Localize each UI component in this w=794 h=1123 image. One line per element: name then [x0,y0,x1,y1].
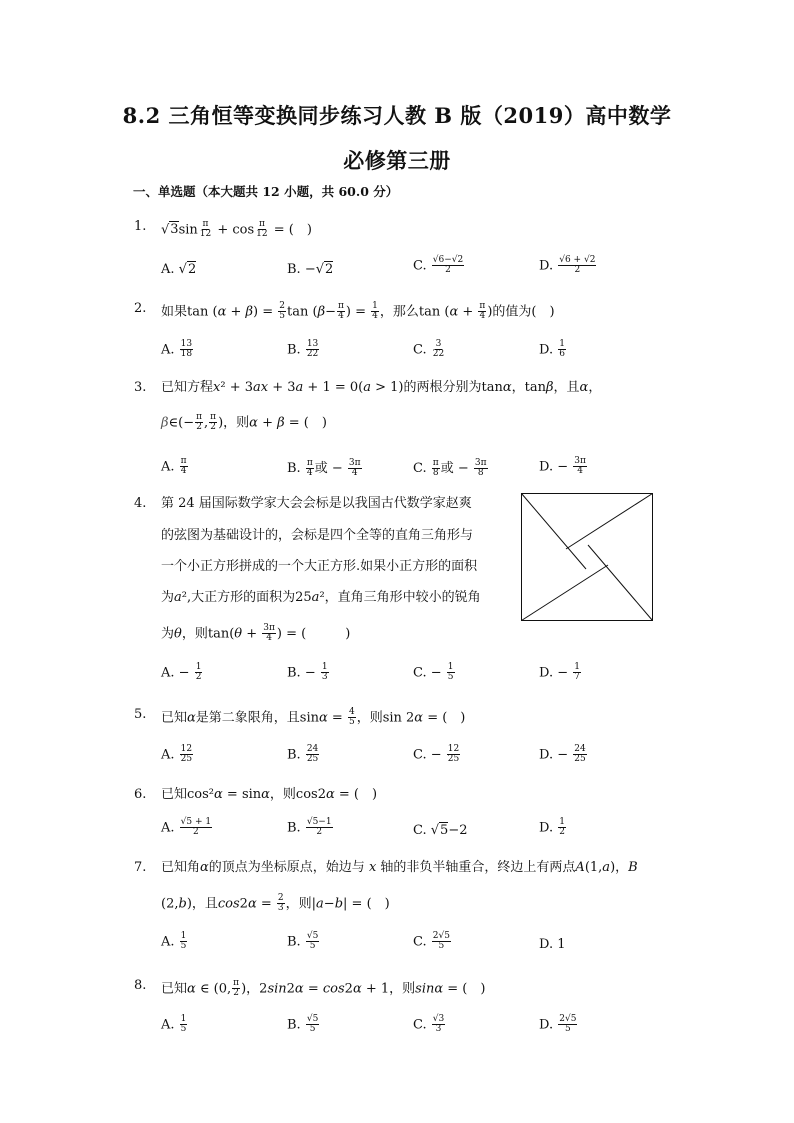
option-a[interactable]: A. − $\frac{1}{2}$ [161,662,202,683]
option-a[interactable]: A. $\frac{12}{25}$ [161,744,193,765]
question-text: 已知角α的顶点为坐标原点，始边与 x 轴的非负半轴重合，终边上有两点A(1,a)，B [161,860,638,875]
option-a[interactable]: A. $\frac{√5 + 1}{2}$ [161,817,212,838]
option-d[interactable]: D. $\frac{1}{6}$ [539,339,565,360]
question-number: 6. [134,787,147,802]
option-c[interactable]: C. − $\frac{12}{25}$ [413,744,460,765]
option-a[interactable]: A. $\frac{1}{5}$ [161,1014,187,1035]
question-text: 的弦图为基础设计的，会标是四个全等的直角三角形与 [161,528,474,543]
section-heading: 一、单选题（本大题共 12 小题，共 60.0 分） [133,184,399,199]
option-d[interactable]: D. $\frac{1}{2}$ [539,817,565,838]
option-c[interactable]: C. $\frac{\pi}{8}$ 或 − $\frac{3\pi}{8}$ [413,457,487,478]
option-a[interactable]: A. √2 [161,262,197,277]
question-text: 已知方程x² + 3ax + 3a + 1 = 0(a > 1)的两根分别为tanα，tanβ，且α， [161,380,602,395]
option-b[interactable]: B. $\frac{√5-1}{2}$ [287,817,332,838]
question-text: 第 24 届国际数学家大会会标是以我国古代数学家赵爽 [161,496,472,511]
document-title-line1: 8.2 三角恒等变换同步练习人教 B 版（2019）高中数学 [122,103,672,128]
diagram-line [522,565,609,621]
option-c[interactable]: C. √5−2 [413,823,468,838]
option-b[interactable]: B. $\frac{13}{22}$ [287,339,319,360]
question-number: 8. [134,978,147,993]
option-d[interactable]: D. $\frac{2√5}{5}$ [539,1014,577,1035]
option-a[interactable]: A. $\frac{1}{5}$ [161,931,187,952]
question-text: 为θ，则tan(θ + $\frac{3\pi}{4}$ ) = ( ) [161,623,351,644]
diagram-line [588,545,653,621]
option-b[interactable]: B. $\frac{24}{25}$ [287,744,319,765]
option-d[interactable]: D. − $\frac{24}{25}$ [539,744,586,765]
question-text: 一个小正方形拼成的一个大正方形.如果小正方形的面积 [161,559,478,574]
zhao-shuang-string-diagram [521,493,653,621]
option-d[interactable]: D. − $\frac{3\pi}{4}$ [539,456,586,477]
option-b[interactable]: B. $\frac{\pi}{4}$ 或 − $\frac{3\pi}{4}$ [287,457,361,478]
option-d[interactable]: D. − $\frac{1}{7}$ [539,662,580,683]
question-text: 已知α是第二象限角，且sinα = $\frac{4}{5}$ ，则sin 2α = ( ) [161,707,466,728]
option-a[interactable]: A. $\frac{\pi}{4}$ [161,456,187,477]
question-text: 已知cos²α = sinα，则cos2α = ( ) [161,787,378,802]
option-c[interactable]: C. $\frac{√3}{3}$ [413,1014,445,1035]
question-text: (2,b)，且cos2α = $\frac{2}{3}$ ，则|a−b| = ( ) [161,893,390,914]
question-number: 7. [134,860,147,875]
question-number: 5. [134,707,147,722]
option-c[interactable]: C. $\frac{√6-√2}{2}$ [413,255,464,276]
question-text: β∈(− $\frac{\pi}{2}$ , $\frac{\pi}{2}$ )，则α + β = ( ) [161,412,327,433]
question-number: 2. [134,301,147,316]
option-c[interactable]: C. $\frac{3}{22}$ [413,339,445,360]
question-text: 为a²,大正方形的面积为25a²，直角三角形中较小的锐角 [161,590,481,605]
option-b[interactable]: B. $\frac{√5}{5}$ [287,1014,319,1035]
option-b[interactable]: B. −√2 [287,262,334,277]
option-b[interactable]: B. − $\frac{1}{3}$ [287,662,328,683]
diagram-line [522,494,587,570]
diagram-line [566,494,653,550]
option-b[interactable]: B. $\frac{√5}{5}$ [287,931,319,952]
question-text: 已知α ∈ (0, $\frac{\pi}{2}$ )，2sin2α = cos2α + 1，则sinα = ( ) [161,978,486,999]
option-a[interactable]: A. $\frac{13}{18}$ [161,339,193,360]
option-d[interactable]: D. 1 [539,937,566,952]
question-text: √3sin $\frac{\pi}{12}$ + cos $\frac{\pi}{12}$ = ( ) [161,219,312,240]
option-c[interactable]: C. $\frac{2√5}{5}$ [413,931,450,952]
option-d[interactable]: D. $\frac{√6 + √2}{2}$ [539,255,596,276]
question-number: 3. [134,380,147,395]
question-number: 4. [134,496,147,511]
option-c[interactable]: C. − $\frac{1}{5}$ [413,662,454,683]
question-number: 1. [134,219,147,234]
document-title-line2: 必修第三册 [343,148,451,173]
question-text: 如果tan (α + β) = $\frac{2}{5}$ tan (β− $\frac{\pi}{4}$ ) = $\frac{1}{4}$ ，那么tan (α + $\frac{\pi}{4}$ )的值为( ) [161,301,555,322]
